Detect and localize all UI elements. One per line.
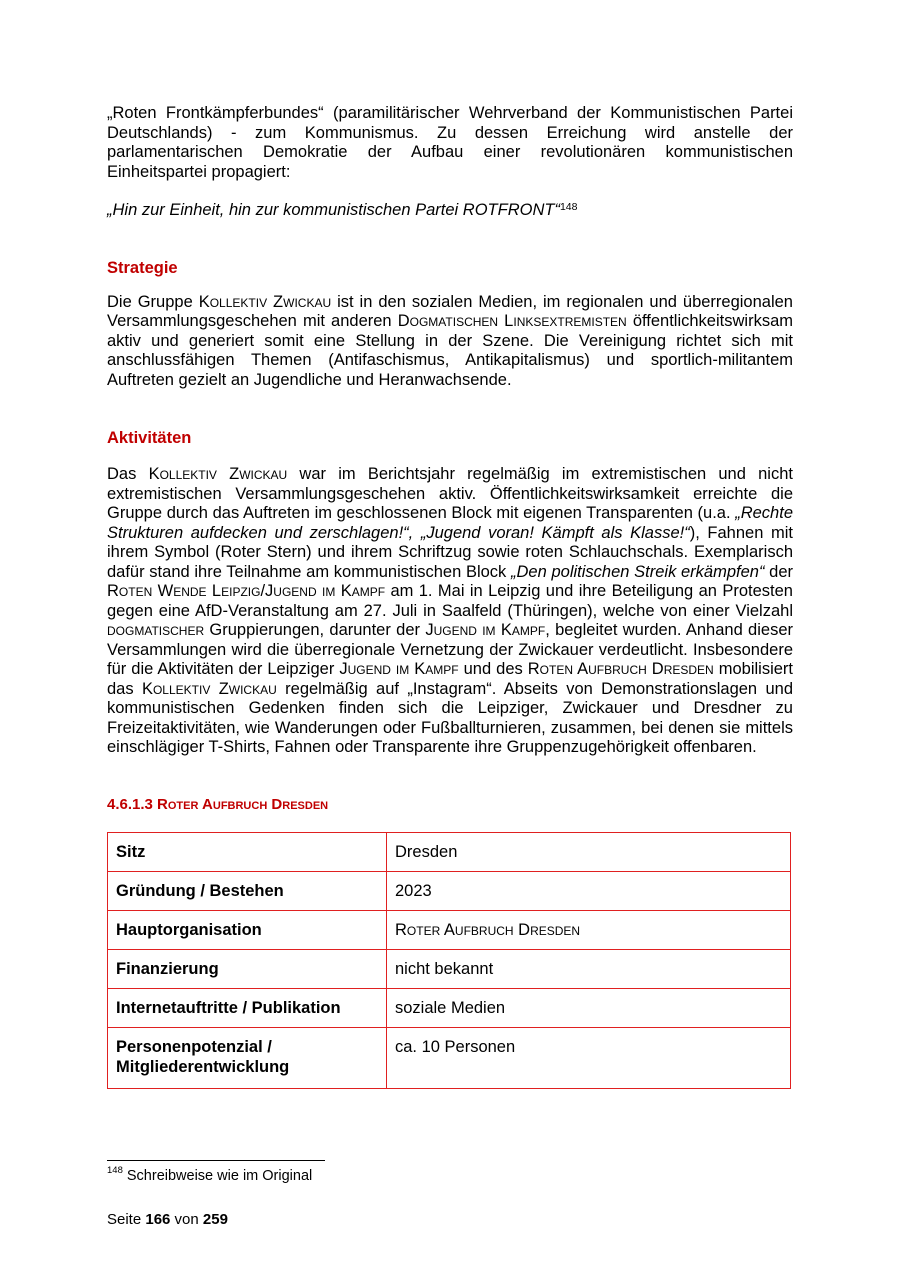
org-name: Dogmatischen Linksextremisten (397, 312, 627, 330)
table-value: soziale Medien (387, 988, 791, 1027)
text-run: am 1. Mai in Leipzig und ihre Beteiligung an Protesten gegen eine AfD-Veranstaltung am 27. Juli in Saalfeld (Thüringen), welche von einer Vielzahl (107, 582, 793, 620)
org-name: Kollektiv Zwickau (141, 679, 277, 698)
text-run: und des (458, 660, 528, 678)
org-name: Kollektiv Zwickau (148, 465, 288, 483)
footnote-separator (107, 1160, 325, 1161)
section-number: 4.6.1.3 (107, 795, 158, 813)
intro-paragraph: „Roten Frontkämpferbundes“ (paramilitärischer Wehrverband der Kommunistischen Partei Deutschlands) - zum Kommunismus. Zu dessen Erreichung wird anstelle der parlamentarischen Demokratie der Aufbau einer revolutionären kommunistischen Einheitspartei propagiert: (107, 104, 793, 181)
page-number (107, 1211, 228, 1228)
page-separator: von (170, 1211, 203, 1228)
text-run: Die Gruppe (107, 292, 199, 311)
heading-strategie: Strategie (107, 258, 178, 277)
table-key: Personenpotenzial / Mitgliederentwicklung (108, 1027, 387, 1088)
section-title: Roter Aufbruch Dresden (157, 795, 329, 813)
section-heading (107, 796, 793, 813)
table-row (108, 988, 791, 1027)
text-run: öffentlichkeitswirksam aktiv und generiert somit eine Stellung in der Szene. Die Vereinigung richtet sich mit anschlussfähigen Themen (Antifaschismus, Antikapitalismus) und sportlich-militantem Auftreten gezielt an Jugendliche und Heranwachsende. (107, 312, 793, 389)
text-run: war im Berichtsjahr regelmäßig im extremistischen und nicht extremistischen Versammlungsgeschehen aktiv. Öffentlichkeitswirksamkeit erreichte die Gruppe durch das Auftreten im geschlossenen Block mit eigenen Transparenten (u.a. (107, 465, 793, 522)
table-value: Roter Aufbruch Dresden (387, 910, 791, 949)
heading-aktivitaeten: Aktivitäten (107, 429, 192, 447)
page-current: 166 (145, 1211, 171, 1228)
text-run: regelmäßig auf „Instagram“. Abseits von Demonstrationslagen und kommunistischen Gedenken finden sich die Leipziger, Zwickauer und Dresdner zu Freizeitaktivitäten, wie Wanderungen oder Fußballturnieren, zusammen, bei denen sie mittels einschlägiger T-Shirts, Fahnen oder Transparente ihre Gruppenzugehörigkeit offenbaren. (107, 679, 793, 756)
footnote (107, 1165, 313, 1184)
table-row (108, 949, 791, 988)
text-run: Gruppierungen, darunter der (204, 621, 426, 639)
org-name: Jugend im Kampf (425, 621, 546, 639)
table-value: ca. 10 Personen (387, 1027, 791, 1088)
aktivitaeten-paragraph (107, 465, 793, 758)
text-run: Das (107, 465, 149, 483)
document-page (107, 104, 793, 1089)
text-run: der (764, 562, 794, 581)
quote-line (107, 201, 793, 221)
text-run: ist in den sozialen Medien, im regionalen und überregionalen Versammlungsgeschehen mit anderen (107, 292, 793, 330)
footnote-text: Schreibweise wie im Original (122, 1168, 313, 1184)
table-value: Dresden (387, 832, 791, 871)
table-row (108, 1027, 791, 1088)
info-table (107, 832, 791, 1089)
org-name: dogmatischer (107, 621, 205, 639)
footnote-number: 148 (107, 1165, 123, 1176)
table-row (108, 832, 791, 871)
text-run: ), Fahnen mit ihrem Symbol (Roter Stern) und ihrem Schriftzug sowie roten Schlauchschals. Exemplarisch dafür stand ihre Teilnahme am kommunistischen Block (107, 523, 793, 581)
page-label: Seite (107, 1211, 146, 1228)
org-name: Roten Wende Leipzig/Jugend im Kampf (107, 582, 386, 600)
quote-text: „Hin zur Einheit, hin zur kommunistischen Partei ROTFRONT“ (107, 201, 560, 219)
table-key: Gründung / Bestehen (108, 871, 387, 910)
table-key: Finanzierung (108, 949, 387, 988)
page-total: 259 (202, 1211, 228, 1228)
table-row (108, 871, 791, 910)
table-key: Sitz (108, 832, 387, 871)
table-value: 2023 (387, 871, 791, 910)
table-key: Internetauftritte / Publikation (108, 988, 387, 1027)
table-row (108, 910, 791, 949)
text-run: , begleitet wurden. Anhand dieser Versammlungen wird die überregionale Vernetzung der Zwickauer verdeutlicht. Insbesondere für die Aktivitäten der Leipziger (107, 621, 793, 678)
table-key: Hauptorganisation (108, 910, 387, 949)
slogan-text: „Den politischen Streik erkämpfen“ (511, 562, 765, 581)
table-value: nicht bekannt (387, 949, 791, 988)
footnote-ref[interactable]: 148 (559, 201, 578, 213)
org-name: Roten Aufbruch Dresden (527, 660, 714, 678)
text-run: mobilisiert das (107, 660, 793, 698)
org-name: Kollektiv Zwickau (198, 292, 332, 311)
slogan-text: „Rechte Strukturen aufdecken und zerschlagen!“, „Jugend voran! Kämpft als Klasse!“ (107, 504, 793, 542)
org-name: Jugend im Kampf (339, 660, 459, 678)
strategie-paragraph (107, 293, 793, 391)
